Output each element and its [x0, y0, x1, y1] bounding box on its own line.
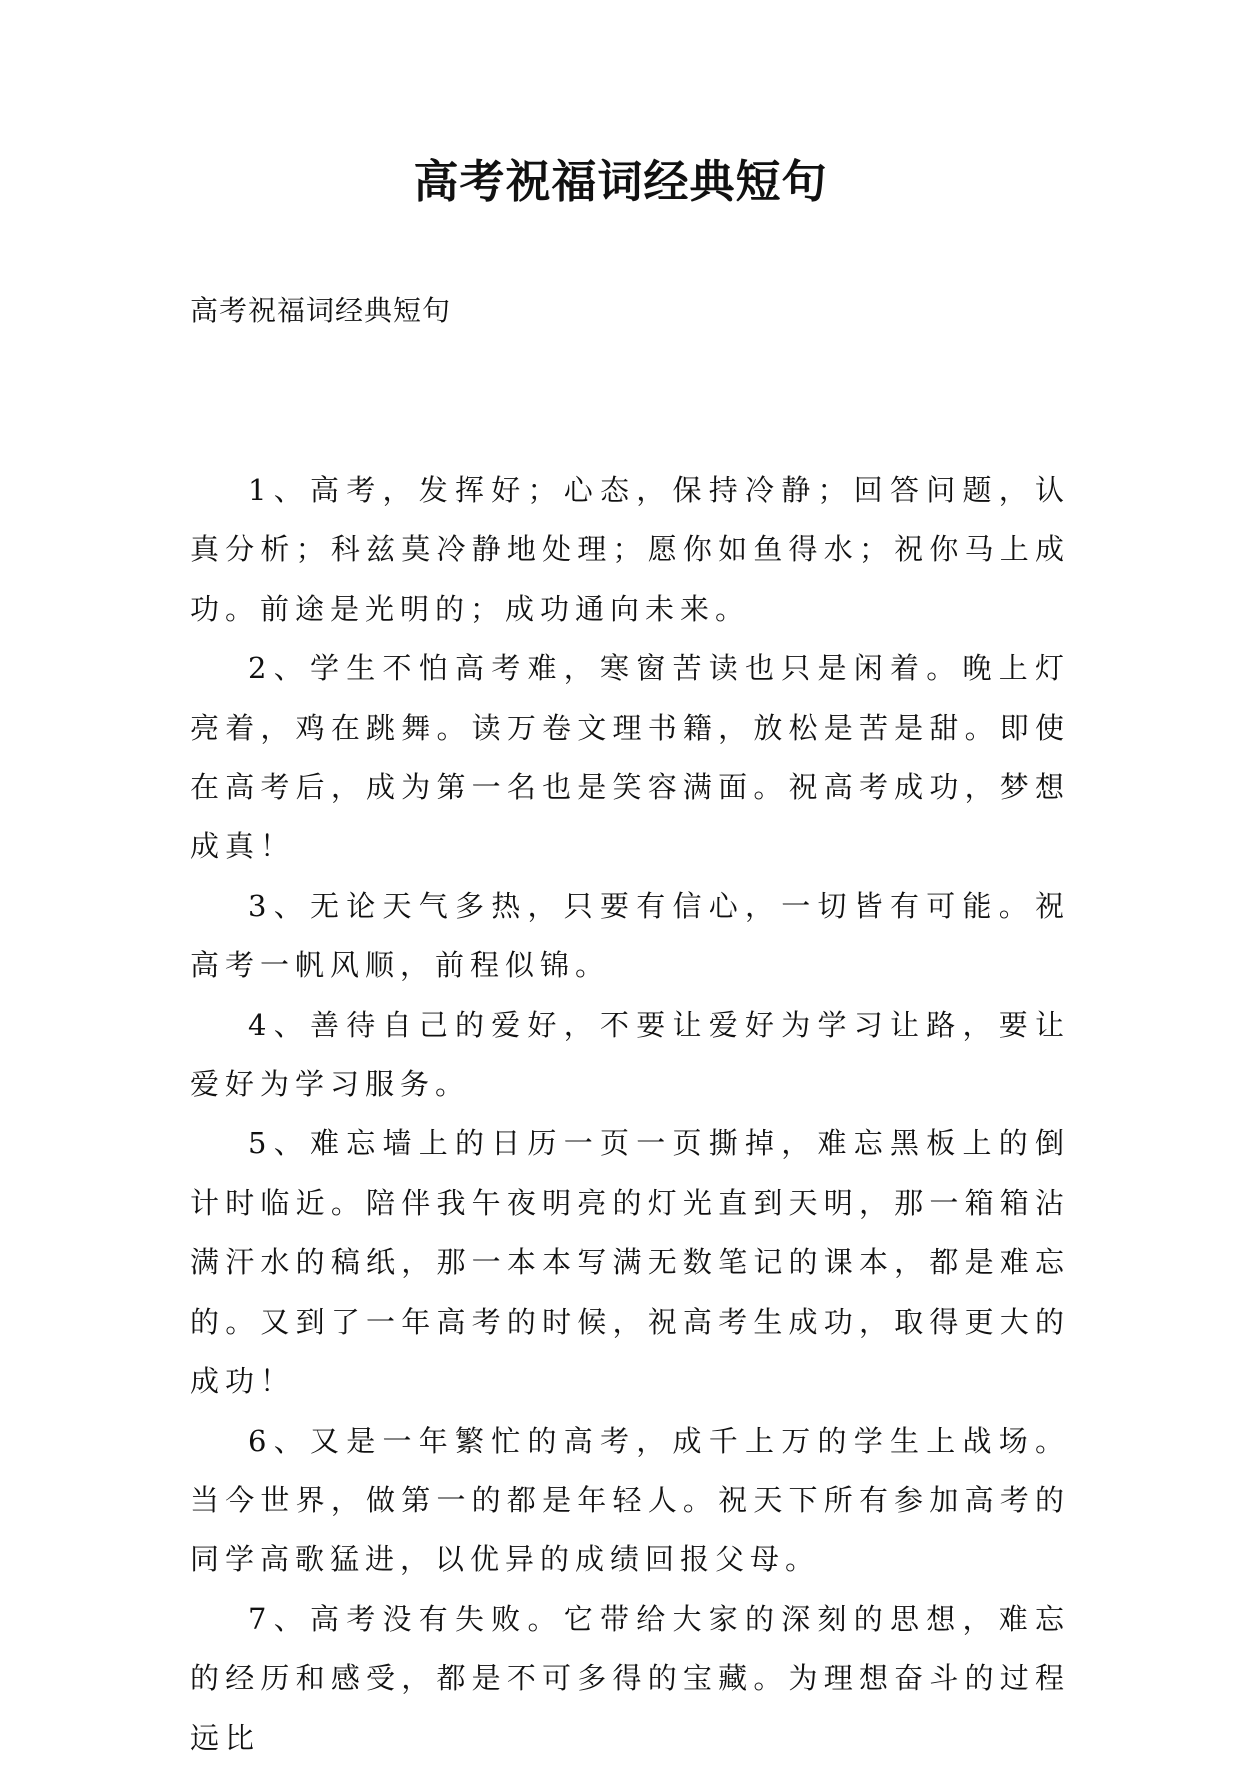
paragraph-3: 3、无论天气多热，只要有信心，一切皆有可能。祝高考一帆风顺，前程似锦。: [190, 888, 1070, 983]
paragraph-6: 6、又是一年繁忙的高考，成千上万的学生上战场。当今世界，做第一的都是年轻人。祝天下所有参加高考的同学高歌猛进，以优异的成绩回报父母。: [190, 1423, 1070, 1577]
paragraph-4: 4、善待自己的爱好，不要让爱好为学习让路，要让爱好为学习服务。: [190, 1007, 1070, 1102]
paragraph-2: 2、学生不怕高考难，寒窗苦读也只是闲着。晚上灯亮着，鸡在跳舞。读万卷文理书籍，放松是苦是甜。即使在高考后，成为第一名也是笑容满面。祝高考成功，梦想成真！: [190, 651, 1070, 864]
paragraph-7: 7、高考没有失败。它带给大家的深刻的思想，难忘的经历和感受，都是不可多得的宝藏。为理想奋斗的过程远比: [190, 1601, 1070, 1755]
paragraph-1: 1、高考，发挥好；心态，保持冷静；回答问题，认真分析；科兹莫冷静地处理；愿你如鱼得水；祝你马上成功。前途是光明的；成功通向未来。: [190, 473, 1070, 626]
paragraph-5: 5、难忘墙上的日历一页一页撕掉，难忘黑板上的倒计时临近。陪伴我午夜明亮的灯光直到天明，那一箱箱沾满汗水的稿纸，那一本本写满无数笔记的课本，都是难忘的。又到了一年高考的时候，祝高考生成功，取得更大的成功！: [190, 1126, 1070, 1399]
document-body: [190, 461, 1070, 1768]
document-title: 高考祝福词经典短句: [413, 155, 828, 208]
document-subtitle: 高考祝福词经典短句: [190, 294, 452, 327]
